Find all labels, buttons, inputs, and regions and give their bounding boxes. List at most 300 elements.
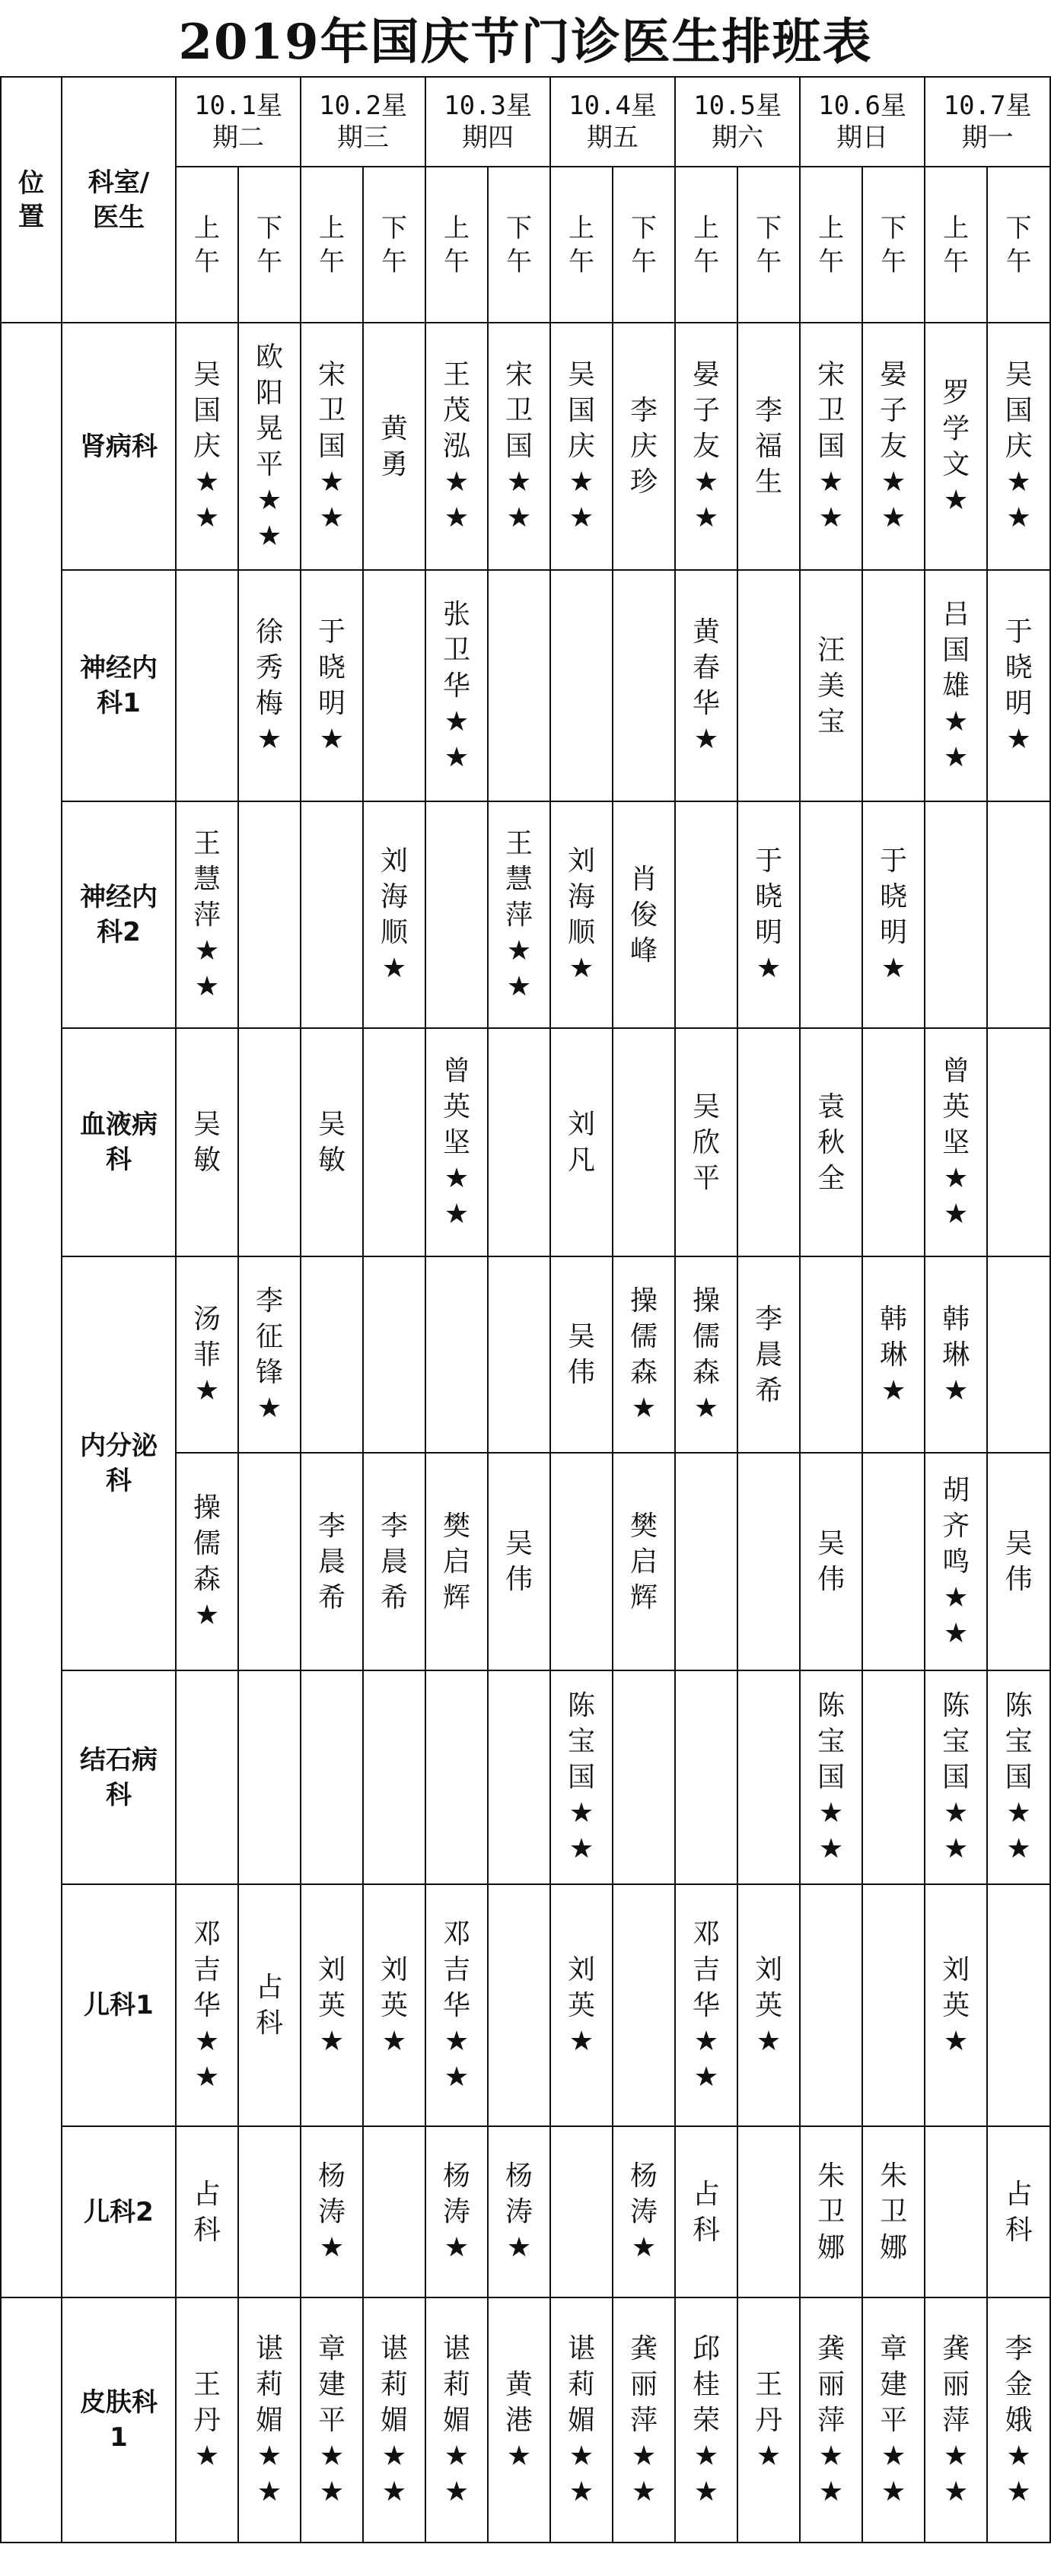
doctor-entry (942, 2331, 970, 2510)
doctor-name: 杨 涛 (443, 2160, 471, 2227)
am-label: 上 午 (943, 212, 970, 277)
schedule-cell (675, 1670, 737, 1884)
doctor-entry (630, 1283, 658, 1426)
star-rating: ★ (631, 2232, 657, 2263)
star-rating: ★ ★ (444, 2440, 470, 2508)
doctor-name: 刘 英 (568, 1953, 596, 2021)
doctor-entry (568, 1107, 595, 1178)
schedule-cell (301, 1453, 363, 1670)
doctor-name: 罗 学 文 (942, 377, 970, 480)
star-rating: ★ ★ (319, 2440, 345, 2508)
star-rating: ★ ★ (693, 2440, 719, 2508)
schedule-cell (737, 801, 800, 1028)
doctor-name: 占 科 (693, 2178, 721, 2246)
star-rating: ★ ★ (943, 2440, 969, 2508)
doctor-entry (505, 2158, 533, 2266)
doctor-name: 朱 卫 娜 (880, 2160, 908, 2263)
doctor-entry (630, 2331, 658, 2510)
schedule-table (0, 76, 1051, 2543)
day-date: 10.3星 (444, 91, 532, 121)
schedule-cell (363, 801, 425, 1028)
doctor-name: 李 金 娥 (1005, 2332, 1033, 2436)
doctor-entry (693, 1089, 720, 1196)
schedule-cell (550, 801, 613, 1028)
schedule-cell (301, 801, 363, 1028)
day-header (800, 77, 925, 167)
schedule-cell (363, 2297, 425, 2543)
star-rating: ★ (194, 1374, 220, 1406)
dept-label: 神经内 科1 (80, 653, 158, 718)
doctor-entry (693, 2331, 720, 2510)
doctor-entry (505, 2367, 533, 2474)
doctor-name: 邓 吉 华 (193, 1918, 221, 2021)
am-header (925, 167, 987, 323)
doctor-name: 李 福 生 (755, 395, 783, 498)
schedule-cell (425, 2126, 488, 2297)
doctor-name: 邓 吉 华 (693, 1918, 721, 2021)
schedule-cell (675, 1884, 737, 2126)
pm-header (987, 167, 1050, 323)
star-rating: ★ (693, 1393, 719, 1424)
page-title: 2019年国庆节门诊医生排班表 (178, 14, 873, 71)
doctor-name: 朱 卫 娜 (817, 2160, 846, 2263)
day-date: 10.4星 (568, 91, 657, 121)
doctor-name: 韩 琳 (880, 1303, 908, 1371)
doctor-name: 韩 琳 (942, 1303, 970, 1371)
doctor-name: 曾 英 坚 (443, 1055, 471, 1158)
schedule-cell (987, 1884, 1050, 2126)
doctor-entry (693, 1916, 720, 2095)
schedule-cell (425, 323, 488, 570)
pm-header (238, 167, 301, 323)
doctor-name: 陈 宝 国 (568, 1690, 596, 1793)
schedule-cell (862, 1028, 925, 1256)
doctor-name: 杨 涛 (318, 2160, 346, 2227)
schedule-cell (737, 2297, 800, 2543)
star-rating: ★ ★ (881, 466, 906, 533)
day-weekday: 期五 (587, 123, 639, 153)
schedule-cell (925, 1256, 987, 1453)
table-row (1, 1028, 1050, 1256)
schedule-cell (301, 2297, 363, 2543)
schedule-cell (550, 2126, 613, 2297)
doctor-entry (193, 826, 221, 1005)
star-rating: ★ ★ (693, 2025, 719, 2093)
doctor-name: 汤 菲 (193, 1303, 221, 1371)
doctor-name: 刘 英 (381, 1953, 409, 2021)
star-rating: ★ (881, 1374, 906, 1406)
schedule-cell (737, 323, 800, 570)
pm-header (488, 167, 550, 323)
star-rating: ★ ★ (943, 705, 969, 773)
schedule-cell (862, 1884, 925, 2126)
doctor-name: 于 晓 明 (1005, 616, 1033, 719)
star-rating: ★ ★ (818, 1797, 844, 1864)
doctor-name: 杨 涛 (505, 2160, 533, 2227)
day-header-text (301, 90, 425, 154)
doctor-entry (193, 2176, 221, 2248)
schedule-cell (238, 2297, 301, 2543)
star-rating: ★ (631, 1393, 657, 1424)
schedule-cell (925, 1028, 987, 1256)
schedule-cell (925, 1884, 987, 2126)
doctor-name: 黄 勇 (381, 412, 409, 480)
schedule-cell (675, 1256, 737, 1453)
day-date: 10.7星 (943, 91, 1032, 121)
pm-label: 下 午 (756, 212, 782, 277)
star-rating: ★ (506, 2232, 532, 2263)
star-rating: ★ ★ (818, 2440, 844, 2508)
am-label: 上 午 (818, 212, 845, 277)
doctor-entry (817, 357, 845, 536)
doctor-entry (630, 861, 658, 969)
doctor-entry (505, 826, 533, 1005)
day-header (675, 77, 800, 167)
table-row (1, 1670, 1050, 1884)
doctor-entry (817, 1688, 845, 1867)
doctor-entry (568, 1688, 595, 1867)
doctor-entry (443, 1916, 470, 2095)
day-header-text (177, 90, 300, 154)
schedule-cell (488, 1670, 550, 1884)
dept-name (62, 2126, 176, 2297)
schedule-cell (238, 323, 301, 570)
star-rating: ★ ★ (444, 705, 470, 773)
doctor-name: 于 晓 明 (755, 845, 783, 948)
doctor-entry (256, 339, 283, 554)
schedule-cell (800, 1028, 862, 1256)
dept-label: 内分泌 科 (80, 1431, 158, 1496)
am-label: 上 午 (693, 212, 720, 277)
dept-label: 儿科2 (84, 2196, 154, 2227)
schedule-cell (613, 2297, 675, 2543)
am-header (176, 167, 238, 323)
day-weekday: 期六 (712, 123, 764, 153)
star-rating: ★ (943, 2025, 969, 2057)
doctor-name: 龚 丽 萍 (817, 2332, 846, 2436)
doctor-name: 占 科 (193, 2178, 221, 2246)
star-rating: ★ ★ (943, 1581, 969, 1649)
star-rating: ★ (568, 2025, 594, 2057)
schedule-cell (862, 1256, 925, 1453)
doctor-entry (318, 357, 346, 536)
schedule-cell (363, 2126, 425, 2297)
day-date: 10.1星 (194, 91, 282, 121)
schedule-cell (925, 323, 987, 570)
pm-label: 下 午 (1005, 212, 1032, 277)
doctor-name: 晏 子 友 (880, 359, 908, 462)
doctor-name: 龚 丽 萍 (630, 2332, 658, 2436)
doctor-name: 李 征 锋 (256, 1285, 284, 1388)
pm-header (363, 167, 425, 323)
schedule-cell (238, 1453, 301, 1670)
doctor-entry (318, 1107, 346, 1178)
doctor-entry (942, 1473, 970, 1651)
schedule-cell (425, 570, 488, 801)
schedule-cell (987, 570, 1050, 801)
schedule-cell (301, 1670, 363, 1884)
doctor-name: 黄 港 (505, 2368, 533, 2436)
star-rating: ★ ★ (881, 2440, 906, 2508)
table-row (1, 801, 1050, 1028)
schedule-cell (363, 1884, 425, 2126)
day-header-text (801, 90, 924, 154)
am-label: 上 午 (568, 212, 595, 277)
doctor-name: 杨 涛 (630, 2160, 658, 2227)
doctor-entry (630, 393, 658, 500)
schedule-cell (800, 2297, 862, 2543)
schedule-cell (987, 1256, 1050, 1453)
schedule-cell (363, 1256, 425, 1453)
doctor-name: 徐 秀 梅 (256, 616, 284, 719)
doctor-name: 晏 子 友 (693, 359, 721, 462)
doctor-name: 刘 英 (942, 1953, 970, 2021)
doctor-entry (505, 357, 533, 536)
doctor-name: 操 儒 森 (193, 1492, 221, 1595)
star-rating: ★ ★ (444, 1162, 470, 1230)
schedule-cell (176, 801, 238, 1028)
doctor-entry (1005, 2176, 1033, 2248)
doctor-name: 欧 阳 晃 平 (256, 341, 284, 480)
header-row-dates (1, 77, 1050, 167)
schedule-cell (550, 1670, 613, 1884)
schedule-cell (862, 801, 925, 1028)
schedule-cell (550, 2297, 613, 2543)
star-rating: ★ ★ (506, 935, 532, 1002)
doctor-name: 李 晨 希 (318, 1510, 346, 1613)
am-header (425, 167, 488, 323)
doctor-entry (443, 2158, 470, 2266)
dept-name (62, 570, 176, 801)
star-rating: ★ (319, 2232, 345, 2263)
schedule-cell (238, 1670, 301, 1884)
doctor-entry (381, 843, 408, 986)
doctor-entry (568, 1952, 595, 2059)
schedule-cell (613, 570, 675, 801)
pm-label: 下 午 (256, 212, 282, 277)
schedule-cell (488, 2126, 550, 2297)
doctor-name: 黄 春 华 (693, 616, 721, 719)
schedule-cell (800, 1256, 862, 1453)
am-header (800, 167, 862, 323)
star-rating: ★ (444, 2232, 470, 2263)
doctor-name: 王 慧 萍 (505, 827, 533, 931)
doctor-entry (942, 375, 970, 518)
doctor-entry (256, 1283, 283, 1426)
doctor-entry (1005, 357, 1033, 536)
schedule-cell (425, 1028, 488, 1256)
dept-name (62, 1670, 176, 1884)
doctor-name: 吴 伟 (568, 1321, 596, 1388)
doctor-name: 邱 桂 荣 (693, 2332, 721, 2436)
doctor-entry (568, 357, 595, 536)
dept-name (62, 1256, 176, 1670)
star-rating: ★ ★ (1006, 2440, 1031, 2508)
day-header (301, 77, 425, 167)
doctor-entry (880, 843, 907, 986)
doctor-entry (880, 1301, 907, 1409)
doctor-entry (693, 2176, 720, 2248)
schedule-cell (550, 570, 613, 801)
schedule-cell (176, 2126, 238, 2297)
doctor-name: 谌 莉 媚 (568, 2332, 596, 2436)
doctor-entry (381, 2331, 408, 2510)
day-header-text (426, 90, 549, 154)
day-weekday: 期日 (836, 123, 889, 153)
doctor-name: 陈 宝 国 (1005, 1690, 1033, 1793)
am-header (550, 167, 613, 323)
schedule-cell (238, 2126, 301, 2297)
schedule-cell (176, 1884, 238, 2126)
star-rating: ★ ★ (444, 2025, 470, 2093)
day-weekday: 期三 (337, 123, 390, 153)
doctor-entry (942, 1688, 970, 1867)
schedule-cell (675, 323, 737, 570)
doctor-name: 刘 凡 (568, 1109, 596, 1176)
doctor-entry (443, 1053, 470, 1232)
doctor-name: 吴 敏 (318, 1109, 346, 1176)
schedule-cell (425, 1884, 488, 2126)
doctor-name: 李 晨 希 (381, 1510, 409, 1613)
doctor-name: 王 丹 (755, 2368, 783, 2436)
doctor-entry (755, 393, 782, 500)
doctor-name: 谌 莉 媚 (443, 2332, 471, 2436)
doctor-entry (817, 1089, 845, 1196)
pm-header (613, 167, 675, 323)
day-header (550, 77, 675, 167)
schedule-cell (737, 1884, 800, 2126)
doctor-name: 吴 伟 (817, 1528, 846, 1595)
doctor-name: 李 晨 希 (755, 1303, 783, 1406)
schedule-cell (488, 1453, 550, 1670)
doctor-entry (755, 843, 782, 986)
doctor-name: 陈 宝 国 (817, 1690, 846, 1793)
schedule-cell (987, 801, 1050, 1028)
schedule-cell (550, 1028, 613, 1256)
doctor-entry (256, 614, 283, 757)
doctor-name: 操 儒 森 (693, 1285, 721, 1388)
schedule-cell (925, 2297, 987, 2543)
doctor-entry (880, 357, 907, 536)
doctor-entry (318, 1508, 346, 1616)
schedule-cell (301, 1028, 363, 1256)
day-weekday: 期四 (462, 123, 514, 153)
table-row (1, 570, 1050, 801)
star-rating: ★ ★ (631, 2440, 657, 2508)
doctor-name: 于 晓 明 (318, 616, 346, 719)
doctor-name: 曾 英 坚 (942, 1055, 970, 1158)
doctor-name: 胡 齐 鸣 (942, 1474, 970, 1578)
doctor-name: 宋 卫 国 (817, 359, 846, 462)
schedule-cell (238, 801, 301, 1028)
schedule-cell (238, 1028, 301, 1256)
doctor-entry (193, 357, 221, 536)
doctor-entry (318, 2331, 346, 2510)
day-header-text (551, 90, 674, 154)
schedule-cell (176, 323, 238, 570)
doctor-entry (880, 2158, 907, 2266)
star-rating: ★ (194, 2440, 220, 2472)
schedule-cell (987, 1453, 1050, 1670)
schedule-cell (613, 1670, 675, 1884)
star-rating: ★ ★ (818, 466, 844, 533)
schedule-cell (238, 1884, 301, 2126)
schedule-cell (925, 570, 987, 801)
doctor-entry (942, 597, 970, 775)
doctor-name: 刘 海 顺 (568, 845, 596, 948)
doctor-name: 樊 启 辉 (443, 1510, 471, 1613)
doctor-entry (443, 2331, 470, 2510)
schedule-cell (238, 570, 301, 801)
schedule-cell (613, 1884, 675, 2126)
doctor-entry (755, 1301, 782, 1409)
schedule-cell (987, 323, 1050, 570)
doctor-name: 谌 莉 媚 (381, 2332, 409, 2436)
doctor-name: 刘 海 顺 (381, 845, 409, 948)
doctor-entry (568, 1319, 595, 1390)
schedule-cell (425, 1453, 488, 1670)
schedule-cell (862, 1670, 925, 1884)
doctor-entry (755, 2367, 782, 2474)
doctor-entry (256, 1969, 283, 2041)
doctor-name: 吴 伟 (505, 1528, 533, 1595)
day-header-text (925, 90, 1049, 154)
schedule-cell (800, 1670, 862, 1884)
doctor-entry (193, 1490, 221, 1633)
schedule-cell (613, 323, 675, 570)
schedule-cell (488, 1256, 550, 1453)
doctor-name: 吴 伟 (1005, 1528, 1033, 1595)
star-rating: ★ ★ (1006, 466, 1031, 533)
am-header (675, 167, 737, 323)
star-rating: ★ (381, 953, 407, 984)
am-header (301, 167, 363, 323)
day-weekday: 期二 (212, 123, 264, 153)
schedule-cell (987, 1670, 1050, 1884)
star-rating: ★ (881, 953, 906, 984)
day-header (176, 77, 301, 167)
doctor-entry (630, 2158, 658, 2266)
star-rating: ★ (319, 724, 345, 755)
doctor-entry (755, 1952, 782, 2059)
schedule-cell (488, 570, 550, 801)
schedule-cell (425, 2297, 488, 2543)
schedule-cell (737, 1453, 800, 1670)
doctor-entry (1005, 1526, 1033, 1597)
doctor-entry (942, 1301, 970, 1409)
star-rating: ★ ★ (568, 466, 594, 533)
doctor-entry (942, 1053, 970, 1232)
star-rating: ★ (194, 1600, 220, 1631)
pm-label: 下 午 (881, 212, 907, 277)
dept-name (62, 1028, 176, 1256)
star-rating: ★ (256, 724, 282, 755)
dept-label: 肾病科 (80, 431, 158, 462)
doctor-entry (505, 1526, 533, 1597)
schedule-cell (862, 2126, 925, 2297)
schedule-cell (737, 1028, 800, 1256)
schedule-cell (800, 323, 862, 570)
schedule-cell (737, 1670, 800, 1884)
schedule-cell (238, 1256, 301, 1453)
star-rating: ★ ★ (506, 466, 532, 533)
schedule-cell (613, 1256, 675, 1453)
am-label: 上 午 (319, 212, 346, 277)
pm-header (862, 167, 925, 323)
doctor-entry (817, 1526, 845, 1597)
doctor-name: 于 晓 明 (880, 845, 908, 948)
dept-label: 皮肤科 1 (80, 2387, 158, 2453)
